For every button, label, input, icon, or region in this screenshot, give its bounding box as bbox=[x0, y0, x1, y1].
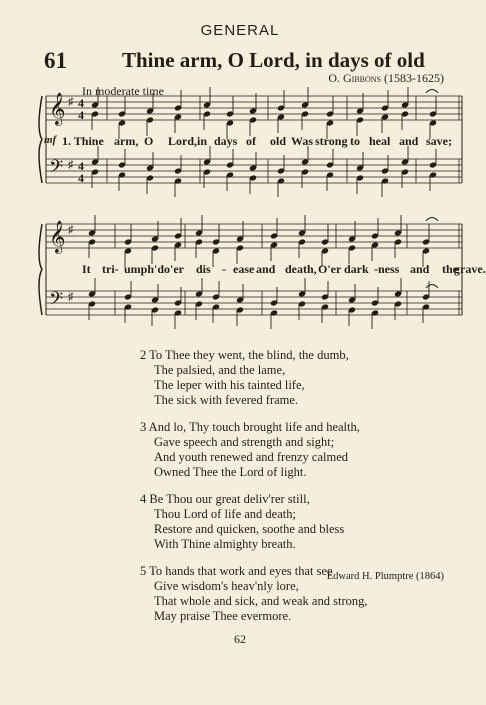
verses-block bbox=[140, 348, 367, 636]
verse-line: May praise Thee evermore. bbox=[154, 609, 292, 623]
music-score bbox=[0, 0, 480, 345]
brace bbox=[39, 224, 42, 315]
lyric-syllable: strong bbox=[315, 134, 348, 148]
lyric-syllable: the bbox=[442, 262, 458, 276]
lyric-syllable: grave. bbox=[454, 262, 486, 276]
lyric-syllable: and bbox=[399, 134, 419, 148]
verse-line: Thou Lord of life and death; bbox=[154, 507, 296, 521]
verse-line: Restore and quicken, soothe and bless bbox=[154, 522, 345, 536]
treble-clef-icon: 𝄞 bbox=[49, 92, 66, 125]
time-signature-icon: 4 bbox=[78, 96, 84, 110]
verse-line: Give wisdom's heav'nly lore, bbox=[154, 579, 299, 593]
lyric-syllable: 1. Thine bbox=[62, 134, 104, 148]
key-signature-icon: ♯ bbox=[68, 291, 74, 303]
verse-line: The leper with his tainted life, bbox=[154, 378, 305, 392]
verse-line: The sick with fevered frame. bbox=[154, 393, 299, 407]
verse-line: Gave speech and strength and sight; bbox=[154, 435, 335, 449]
lyric-syllable: heal bbox=[369, 134, 391, 148]
lyric-syllable: of bbox=[246, 134, 256, 148]
fermata-icon bbox=[426, 90, 438, 94]
verse-line: 5 To hands that work and eyes that see bbox=[140, 564, 333, 578]
time-signature-icon: 4 bbox=[78, 171, 84, 185]
lyric-syllable: umph'd bbox=[124, 262, 165, 276]
verse-line: Owned Thee the Lord of light. bbox=[154, 465, 307, 479]
tempo-marking: In moderate time bbox=[82, 84, 164, 98]
lyric-syllable: O bbox=[144, 134, 154, 148]
key-signature-icon: ♯ bbox=[68, 224, 74, 236]
lyric-syllable: and bbox=[256, 262, 276, 276]
lyric-syllable: Lord, bbox=[168, 134, 198, 148]
lyric-syllable: in bbox=[197, 134, 208, 148]
verse-line: That whole and sick, and weak and strong, bbox=[154, 594, 368, 608]
lyric-syllable: death, bbox=[285, 262, 317, 276]
lyric-syllable: days bbox=[214, 134, 238, 148]
brace bbox=[39, 96, 42, 183]
lyric-syllable: arm, bbox=[114, 134, 139, 148]
lyric-syllable: -ness bbox=[374, 262, 400, 276]
section-heading: GENERAL bbox=[200, 22, 280, 39]
lyric-syllable: Was bbox=[291, 134, 314, 148]
lyric-syllable: It bbox=[82, 262, 91, 276]
verse-stanza bbox=[140, 492, 367, 552]
lyric-syllable: - bbox=[222, 262, 226, 276]
lyric-syllable: ease bbox=[233, 262, 255, 276]
hymn-number: 61 bbox=[44, 48, 67, 73]
dynamic-marking: mf bbox=[44, 134, 57, 146]
bass-clef-icon: 𝄢 bbox=[49, 289, 64, 314]
lyric-syllable: dis bbox=[196, 262, 211, 276]
verse-line: With Thine almighty breath. bbox=[154, 537, 296, 551]
lyric-syllable: save; bbox=[426, 134, 452, 148]
lyric-syllable: dark bbox=[344, 262, 369, 276]
lyric-syllable: old bbox=[270, 134, 287, 148]
fermata-icon bbox=[426, 218, 438, 222]
lyric-syllable: tri- bbox=[102, 262, 119, 276]
verse-line: And youth renewed and frenzy calmed bbox=[154, 450, 349, 464]
verse-stanza bbox=[140, 348, 367, 408]
author-credit: Edward H. Plumptre (1864) bbox=[326, 571, 444, 582]
treble-clef-icon: 𝄞 bbox=[49, 220, 66, 253]
verse-line: The palsied, and the lame, bbox=[154, 363, 286, 377]
key-signature-icon: ♯ bbox=[68, 159, 74, 171]
fermata-icon bbox=[426, 285, 438, 289]
key-signature-icon: ♯ bbox=[68, 96, 74, 108]
lyric-syllable: and bbox=[410, 262, 430, 276]
hymn-title: Thine arm, O Lord, in days of old bbox=[122, 48, 425, 72]
lyric-syllable: O'er bbox=[318, 262, 342, 276]
lyric-syllable: to bbox=[350, 134, 360, 148]
verse-line: 2 To Thee they went, the blind, the dumb, bbox=[140, 348, 349, 362]
verse-stanza bbox=[140, 420, 367, 480]
page-number: 62 bbox=[234, 632, 246, 646]
lyric-syllable: o'er bbox=[164, 262, 184, 276]
time-signature-icon: 4 bbox=[78, 159, 84, 173]
verse-line: 4 Be Thou our great deliv'rer still, bbox=[140, 492, 310, 506]
time-signature-icon: 4 bbox=[78, 108, 84, 122]
bass-clef-icon: 𝄢 bbox=[49, 157, 64, 182]
composer-credit: O. Gibbons (1583-1625) bbox=[328, 71, 444, 85]
verse-line: 3 And lo, Thy touch brought life and health, bbox=[140, 420, 360, 434]
